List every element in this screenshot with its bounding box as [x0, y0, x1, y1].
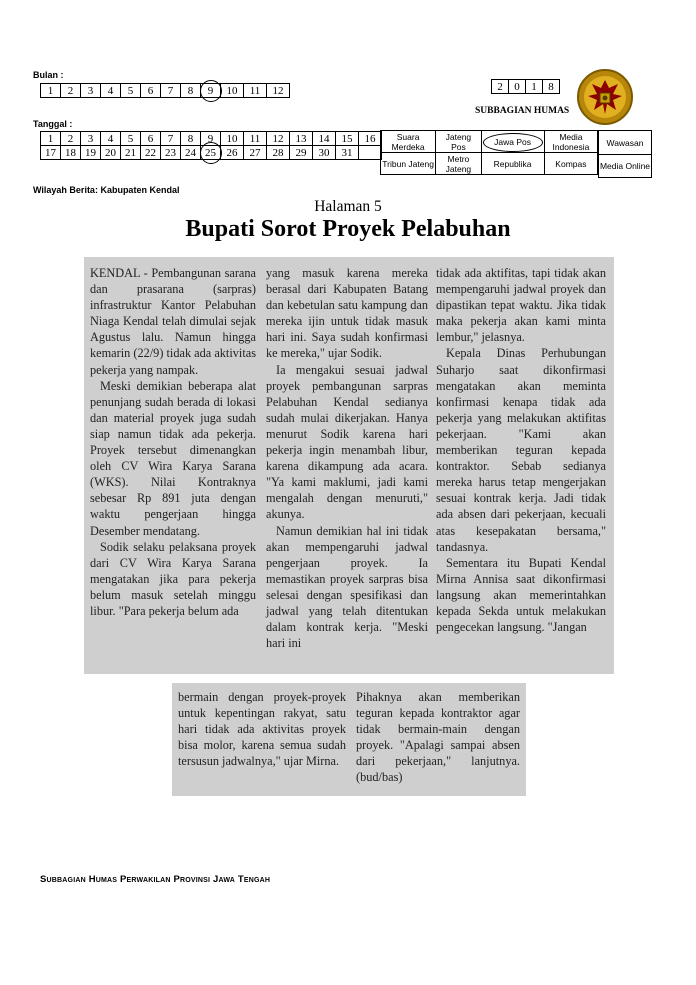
article-paragraph: Pihaknya akan memberikan teguran kepada kontraktor agar tidak bermain-main dengan proyek. "Apalagi sampai absen dari pekerjaan," lanjutnya. (bud/bas) [356, 690, 520, 785]
article-paragraph: Kepala Dinas Perhubungan Suharjo saat dikonfirmasi mengatakan akan meminta konfirmasi kenapa tidak ada pekerja yang melakukan aktifitas pekerjaan. "Kami akan memberikan teguran kepada kontraktor. Sebab sedianya mereka harus tetap mengerjakan sesuai kontrak kerja. Jadi tidak ada absen dari pekerjaan, kecuali atas kesepakatan bersama," tandasnya. [436, 346, 606, 554]
day-cell [359, 146, 382, 160]
day-cell: 23 [161, 146, 181, 160]
day-cell: 15 [336, 132, 359, 146]
day-cell: 28 [267, 146, 290, 160]
article-paragraph: Sodik selaku pelaksana proyek dari CV Wira Karya Sarana mengatakan jika para pekerja belum masuk setelah minggu libur. "Para pekerja belum ada [90, 539, 256, 618]
day-cell: 4 [101, 132, 121, 146]
month-cell: 10 [221, 84, 244, 98]
department-label: SUBBAGIAN HUMAS [475, 106, 570, 116]
month-cell: 7 [161, 84, 181, 98]
day-cell: 11 [244, 132, 267, 146]
wilayah-berita: Wilayah Berita: Kabupaten Kendal [33, 185, 180, 195]
day-cell: 24 [181, 146, 201, 160]
day-cell: 18 [61, 146, 81, 160]
year-grid [491, 79, 560, 94]
media-jateng-pos: Jateng Pos [436, 131, 481, 153]
month-cell: 8 [181, 84, 201, 98]
article-paragraph: bermain dengan proyek-proyek untuk kepentingan rakyat, satu hari tidak ada aktivitas proyek bisa molor, karena semua sudah tersusun jadwalnya," ujar Mirna. [178, 690, 346, 769]
day-cell: 8 [181, 132, 201, 146]
garuda-logo [576, 68, 634, 126]
article-column-5 [356, 689, 520, 786]
year-digit: 0 [509, 80, 526, 94]
month-grid [40, 83, 290, 98]
day-cell: 12 [267, 132, 290, 146]
media-metro-jateng: Metro Jateng [436, 153, 481, 175]
day-cell: 30 [313, 146, 336, 160]
month-cell: 2 [61, 84, 81, 98]
day-cell: 20 [101, 146, 121, 160]
bulan-label: Bulan : [33, 70, 64, 80]
article-paragraph: tidak ada aktifitas, tapi tidak akan mempengaruhi jadwal proyek dan dipastikan tepat waktu. Jika tidak maka pekerja akan kami minta lembur," jelasnya. [436, 266, 606, 345]
article-column-4 [178, 689, 346, 769]
day-cell: 21 [121, 146, 141, 160]
day-grid [40, 131, 382, 160]
month-cell: 1 [41, 84, 61, 98]
day-cell: 3 [81, 132, 101, 146]
year-digit: 8 [543, 80, 560, 94]
article-column-1 [90, 265, 256, 619]
media-kompas: Kompas [544, 153, 598, 175]
year-digit: 1 [526, 80, 543, 94]
media-media-indonesia: Media Indonesia [544, 131, 598, 153]
day-cell: 10 [221, 132, 244, 146]
article-column-2 [266, 265, 428, 651]
day-cell: 31 [336, 146, 359, 160]
day-cell: 1 [41, 132, 61, 146]
article-paragraph: Namun demikian hal ini tidak akan mempengaruhi jadwal pengerjaan proyek. Ia memastikan proyek sarpras bisa selesai dengan spesifikasi dan jadwal yang telah ditentukan dalam kontrak kerja. "Meski hari ini [266, 523, 428, 651]
media-tribun-jateng: Tribun Jateng [381, 153, 436, 175]
day-cell: 7 [161, 132, 181, 146]
day-cell: 27 [244, 146, 267, 160]
month-cell: 6 [141, 84, 161, 98]
day-cell: 14 [313, 132, 336, 146]
day-cell: 22 [141, 146, 161, 160]
media-jawa-pos: Jawa Pos [481, 131, 544, 153]
media-republika: Republika [481, 153, 544, 175]
year-digit: 2 [492, 80, 509, 94]
month-cell: 4 [101, 84, 121, 98]
month-cell: 12 [267, 84, 290, 98]
headline: Bupati Sorot Proyek Pelabuhan [185, 216, 511, 242]
day-cell: 16 [359, 132, 382, 146]
month-cell: 5 [121, 84, 141, 98]
media-wawasan-cell: Wawasan [598, 130, 652, 155]
day-cell: 19 [81, 146, 101, 160]
media-suara-merdeka: Suara Merdeka [381, 131, 436, 153]
day-cell: 9 [201, 132, 221, 146]
footer-label: Subbagian Humas Perwakilan Provinsi Jawa Tengah [40, 874, 271, 885]
month-cell: 3 [81, 84, 101, 98]
day-cell: 26 [221, 146, 244, 160]
media-online: Media Online [598, 154, 652, 178]
article-clipping-main [84, 257, 614, 674]
month-cell: 11 [244, 84, 267, 98]
day-cell: 29 [290, 146, 313, 160]
day-cell: 5 [121, 132, 141, 146]
article-paragraph: Meski demikian beberapa alat penunjang sudah berada di lokasi dan material proyek juga sudah siap namun tidak ada pekerja. Proyek tersebut dimenangkan oleh CV Wira Karya Sarana (WKS). Nilai Kontraknya sebesar Rp 891 juta dengan waktu pengerjaan hingga Desember mendatang. [90, 378, 256, 538]
article-paragraph: Ia mengakui sesuai jadwal proyek pembangunan sarpras Pelabuhan Kendal sedianya sudah mulai dikerjakan. Hanya menurut Sodik karena hari pekerja ingin menambah libur, karena dikampung ada acara. "Ya kami maklumi, jadi kami mengalah dengan menuruti," akunya. [266, 362, 428, 522]
day-cell: 17 [41, 146, 61, 160]
tanggal-label: Tanggal : [33, 119, 73, 129]
day-cell: 13 [290, 132, 313, 146]
day-cell: 6 [141, 132, 161, 146]
month-cell: 9 [201, 84, 221, 98]
article-paragraph: Sementara itu Bupati Kendal Mirna Annisa saat dikonfirmasi langsung akan memerintahkan kepada Sekda untuk melakukan pengecekan langsung. "Jangan [436, 555, 606, 635]
day-cell: 2 [61, 132, 81, 146]
page-number: Halaman 5 [314, 198, 382, 215]
article-column-3 [436, 265, 606, 635]
article-paragraph: KENDAL - Pembangunan sarana dan prasarana (sarpras) infrastruktur Kantor Pelabuhan Niaga Kendal telah dimulai sejak Agustus lalu. Namun hingga kemarin (22/9) tidak ada aktivitas pekerja yang nampak. [90, 266, 256, 377]
day-cell: 25 [201, 146, 221, 160]
article-paragraph: yang masuk karena mereka berasal dari Kabupaten Batang dan kebetulan satu kampung dan mereka ijin untuk tidak masuk hari ini. Saya sudah konfirmasi ke mereka," ujar Sodik. [266, 266, 428, 361]
article-clipping-continued [172, 683, 526, 796]
